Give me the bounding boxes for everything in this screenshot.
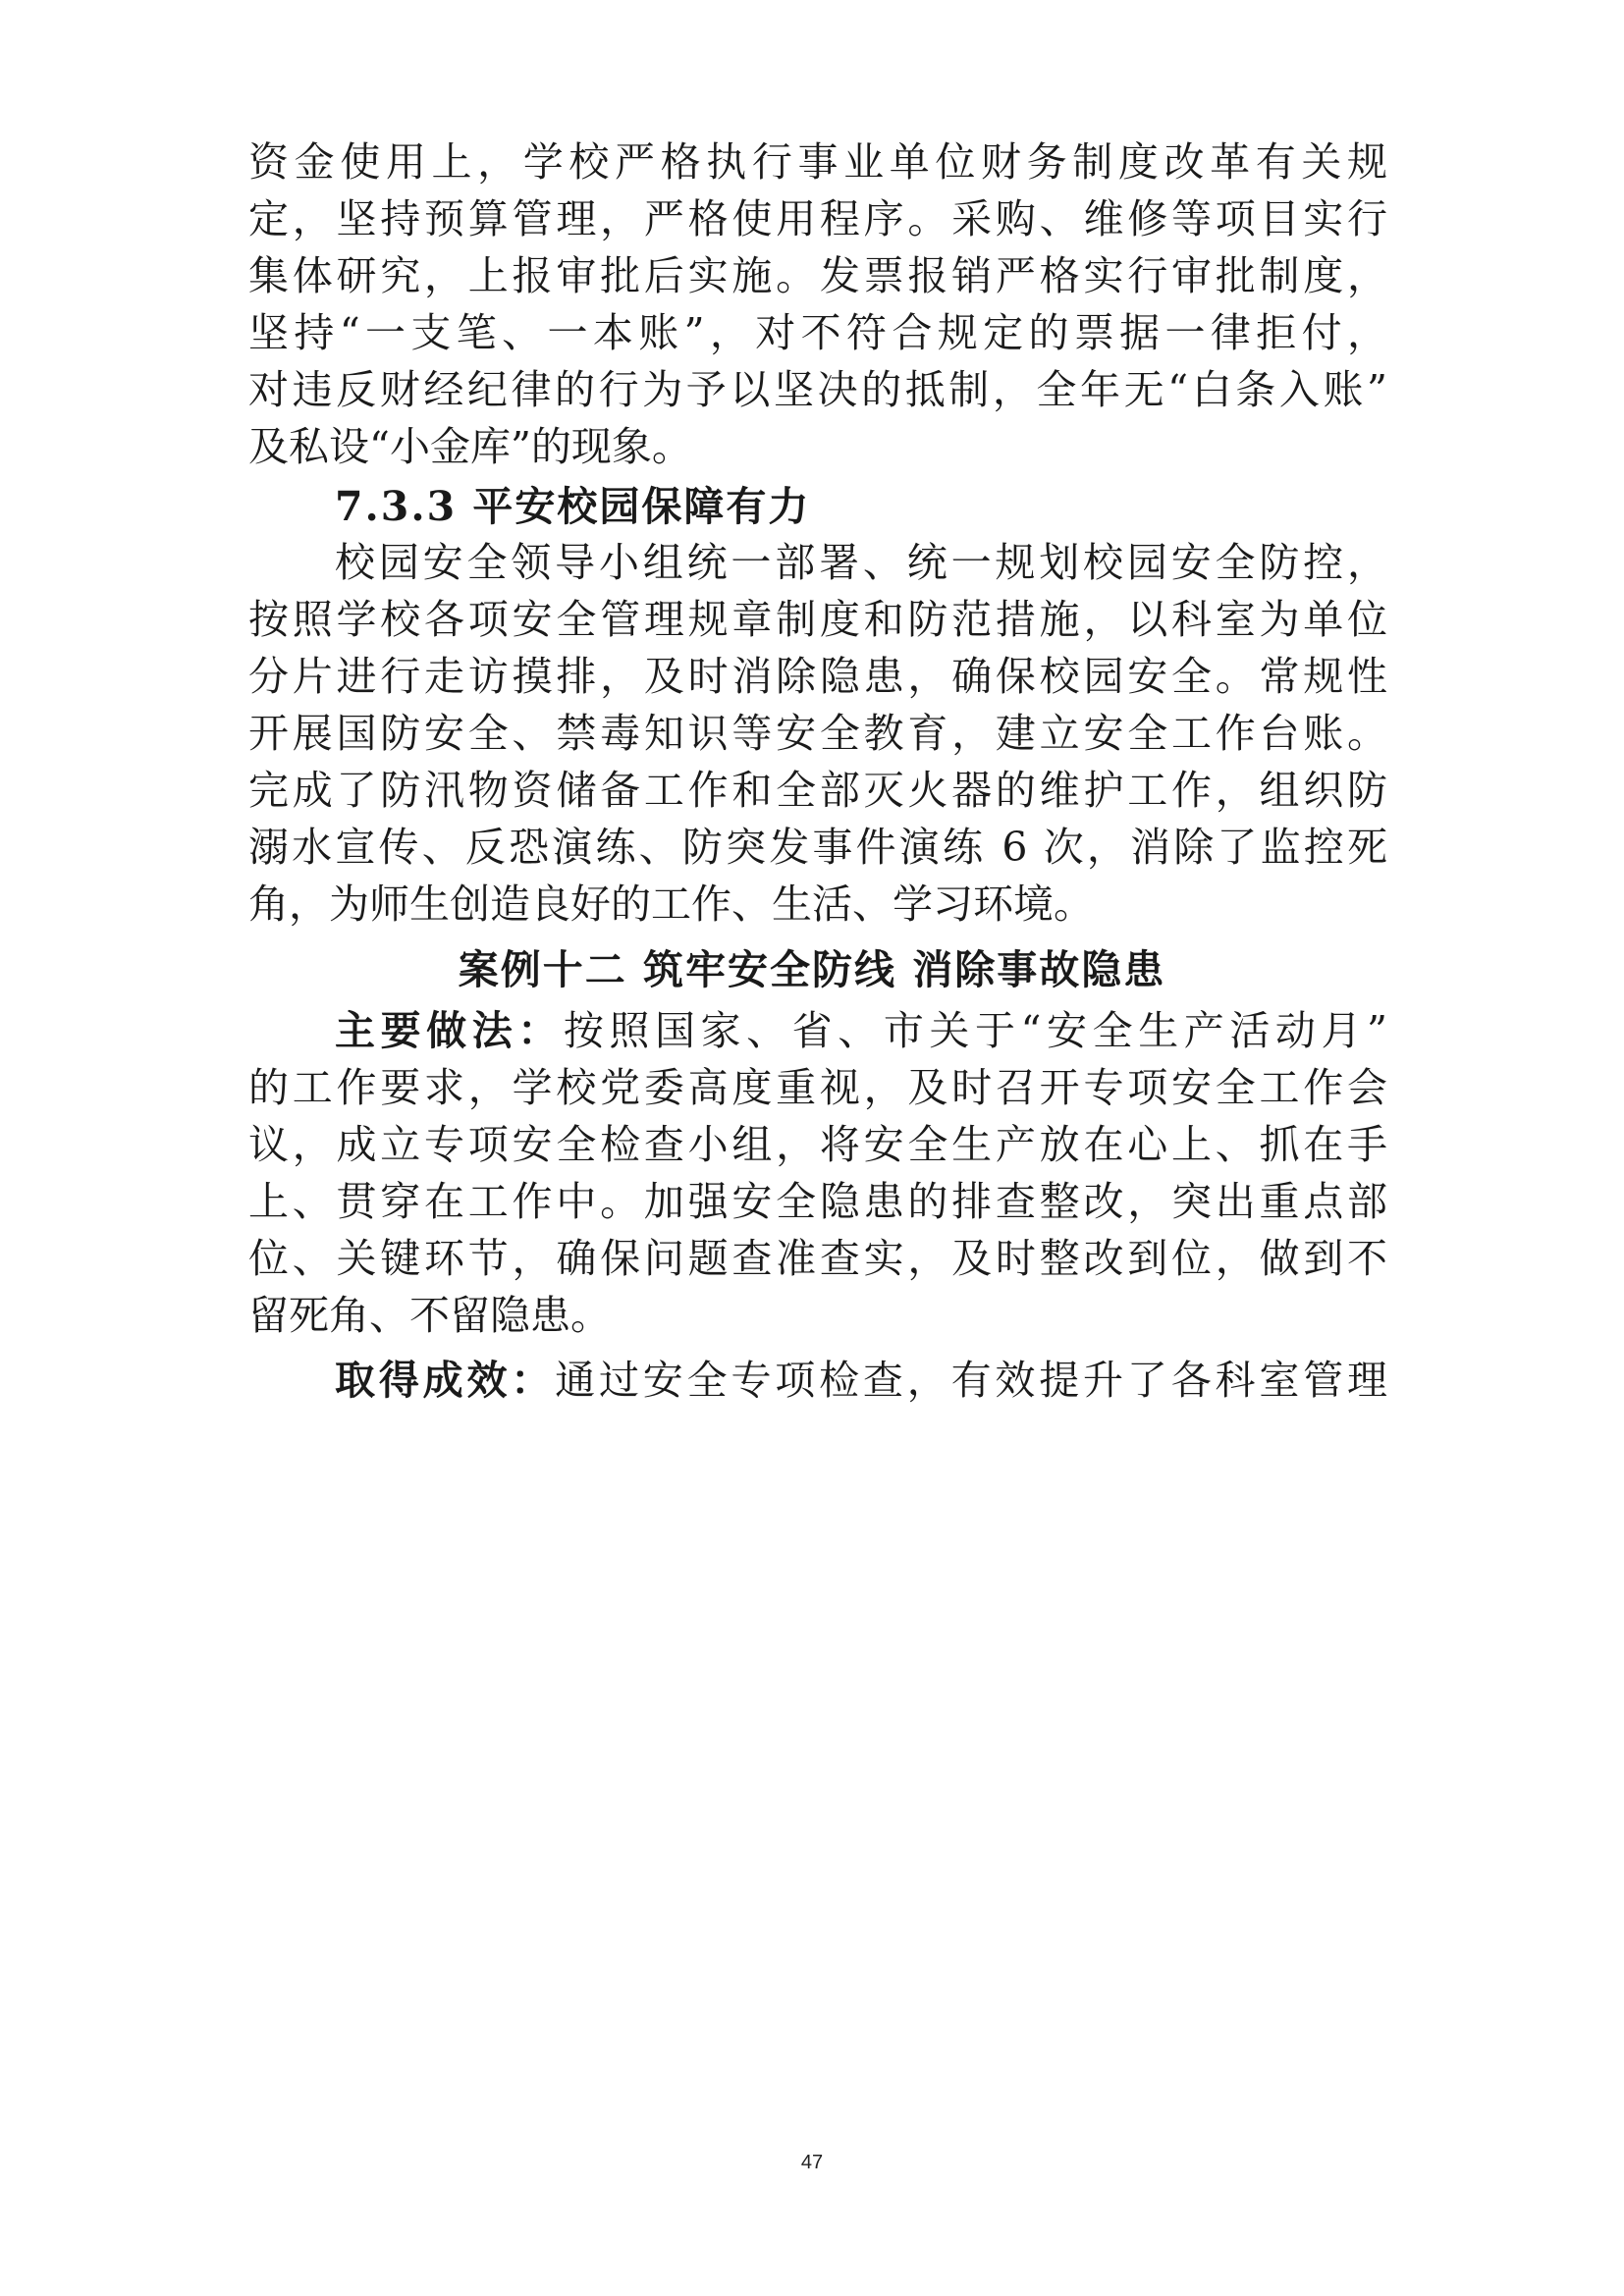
finance-line-6: 及私设“小金库”的现象。 (248, 423, 692, 470)
results-line-1 (335, 1356, 1387, 1405)
safety-line-4: 开展国防安全、禁毒知识等安全教育，建立安全工作台账。 (248, 710, 1387, 757)
case-title: 案例十二 筑牢安全防线 消除事故隐患 (458, 946, 1166, 993)
safety-line-5: 完成了防汛物资储备工作和全部灭火器的维护工作，组织防 (248, 767, 1387, 814)
safety-line-3: 分片进行走访摸排，及时消除隐患，确保校园安全。常规性 (248, 653, 1387, 700)
results-first-line-text: 通过安全专项检查，有效提升了各科室管理 (555, 1357, 1388, 1404)
finance-line-3: 集体研究，上报审批后实施。发票报销严格实行审批制度， (248, 252, 1387, 299)
finance-line-2: 定，坚持预算管理，严格使用程序。采购、维修等项目实行 (248, 195, 1387, 242)
section-heading: 7.3.3 平安校园保障有力 (335, 483, 811, 530)
practice-line-1 (335, 1006, 1387, 1055)
safety-line-2: 按照学校各项安全管理规章制度和防范措施，以科室为单位 (248, 596, 1387, 643)
safety-line-6: 溺水宣传、反恐演练、防突发事件演练 6 次，消除了监控死 (248, 824, 1387, 871)
practice-line-6: 留死角、不留隐患。 (248, 1292, 611, 1339)
results-label: 取得成效： (335, 1357, 556, 1404)
practice-line-4: 上、贯穿在工作中。加强安全隐患的排查整改，突出重点部 (248, 1178, 1387, 1225)
practice-line-3: 议，成立专项安全检查小组，将安全生产放在心上、抓在手 (248, 1121, 1387, 1168)
safety-line-7: 角，为师生创造良好的工作、生活、学习环境。 (248, 881, 1094, 928)
page-number: 47 (800, 2152, 824, 2173)
finance-line-4: 坚持“一支笔、一本账”，对不符合规定的票据一律拒付， (248, 309, 1387, 356)
practice-first-line-text: 按照国家、省、市关于“安全生产活动月” (563, 1007, 1387, 1054)
safety-line-1: 校园安全领导小组统一部署、统一规划校园安全防控， (335, 539, 1387, 586)
finance-line-5: 对违反财经纪律的行为予以坚决的抵制，全年无“白条入账” (248, 366, 1387, 413)
finance-line-1: 资金使用上，学校严格执行事业单位财务制度改革有关规 (248, 138, 1387, 186)
practice-label: 主要做法： (335, 1007, 564, 1054)
practice-line-5: 位、关键环节，确保问题查准查实，及时整改到位，做到不 (248, 1235, 1387, 1282)
practice-line-2: 的工作要求，学校党委高度重视，及时召开专项安全工作会 (248, 1064, 1387, 1111)
